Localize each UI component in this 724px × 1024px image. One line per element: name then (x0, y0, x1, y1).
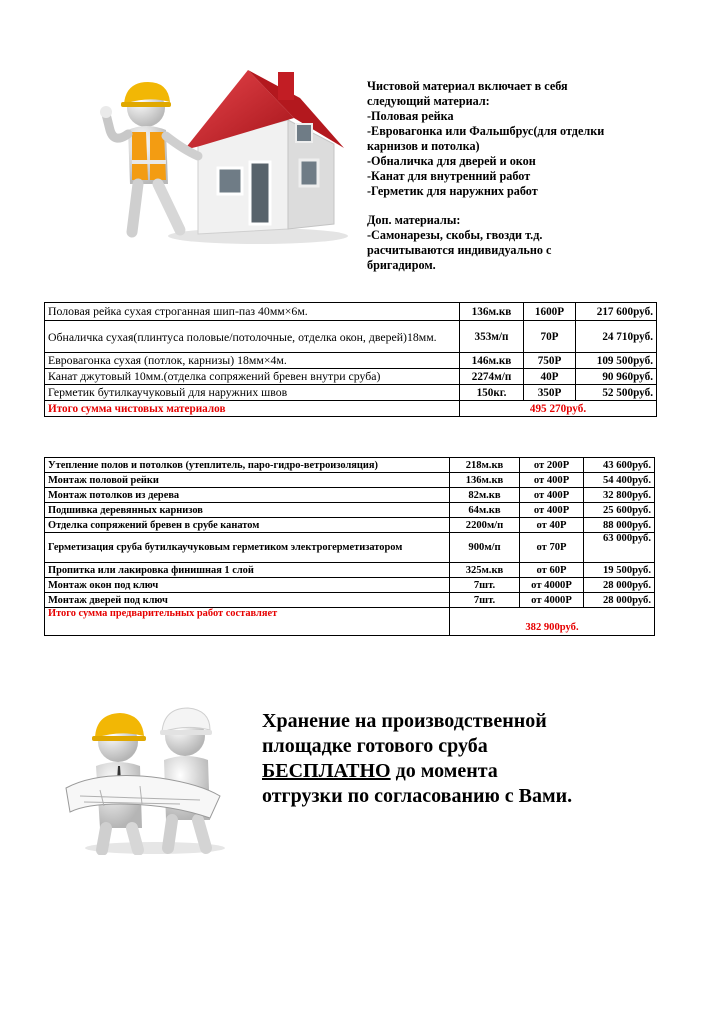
work-qty: 64м.кв (450, 503, 520, 518)
item-sum: 24 710руб. (576, 321, 657, 353)
work-name: Отделка сопряжений бревен в срубе канатом (45, 518, 450, 533)
total-row (45, 608, 655, 636)
work-name: Монтаж потолков из дерева (45, 488, 450, 503)
house-worker-illustration (88, 64, 354, 246)
free-emphasis: БЕСПЛАТНО (262, 760, 391, 782)
extra-line: расчитываются индивидуально с (367, 243, 552, 257)
intro-line: -Канат для внутренний работ (367, 169, 531, 183)
intro-line: -Обналичка для дверей и окон (367, 154, 536, 168)
item-sum: 109 500руб. (576, 353, 657, 369)
item-qty: 150кг. (460, 385, 524, 401)
work-price: от 400Р (520, 488, 584, 503)
item-price: 750Р (524, 353, 576, 369)
item-sum: 52 500руб. (576, 385, 657, 401)
work-sum: 28 000руб. (584, 593, 655, 608)
work-price: от 200Р (520, 458, 584, 473)
extra-line: бригадиром. (367, 258, 436, 272)
intro-line: -Евровагонка или Фальшбрус(для отделки (367, 124, 605, 138)
headline-line: отгрузки по согласованию с Вами. (262, 785, 573, 807)
table-row (45, 385, 657, 401)
total-label: Итого сумма предварительных работ составляет (45, 608, 450, 636)
storage-headline (262, 709, 702, 809)
table-row (45, 563, 655, 578)
item-price: 40Р (524, 369, 576, 385)
work-sum: 88 000руб. (584, 518, 655, 533)
work-sum: 32 800руб. (584, 488, 655, 503)
headline-fragment: до момента (390, 760, 498, 782)
table-row (45, 353, 657, 369)
extra-line: Доп. материалы: (367, 213, 461, 227)
work-qty: 325м.кв (450, 563, 520, 578)
intro-line: -Герметик для наружних работ (367, 184, 538, 198)
item-name: Канат джутовый 10мм.(отделка сопряжений бревен внутри сруба) (45, 369, 460, 385)
work-qty: 7шт. (450, 578, 520, 593)
item-sum: 217 600руб. (576, 303, 657, 321)
work-qty: 7шт. (450, 593, 520, 608)
work-name: Пропитка или лакировка финишная 1 слой (45, 563, 450, 578)
intro-text (367, 79, 667, 273)
work-name: Монтаж половой рейки (45, 473, 450, 488)
work-qty: 2200м/п (450, 518, 520, 533)
intro-line: следующий материал: (367, 94, 490, 108)
work-name: Монтаж окон под ключ (45, 578, 450, 593)
headline-line: площадке готового сруба (262, 735, 488, 757)
work-sum: 19 500руб. (584, 563, 655, 578)
table-row (45, 503, 655, 518)
total-label: Итого сумма чистовых материалов (45, 401, 460, 417)
item-name: Обналичка сухая(плинтуса половые/потолочные, отделка окон, дверей)18мм. (45, 321, 460, 353)
work-price: от 4000Р (520, 578, 584, 593)
total-value: 495 270руб. (460, 401, 657, 417)
work-name: Монтаж дверей под ключ (45, 593, 450, 608)
work-sum: 28 000руб. (584, 578, 655, 593)
intro-line: Чистовой материал включает в себя (367, 79, 568, 93)
table-row (45, 321, 657, 353)
work-qty: 82м.кв (450, 488, 520, 503)
table-row (45, 578, 655, 593)
work-sum: 63 000руб. (584, 533, 655, 563)
intro-line: -Половая рейка (367, 109, 454, 123)
item-price: 350Р (524, 385, 576, 401)
work-name: Подшивка деревянных карнизов (45, 503, 450, 518)
table-row (45, 518, 655, 533)
work-price: от 70Р (520, 533, 584, 563)
work-qty: 900м/п (450, 533, 520, 563)
table-row (45, 458, 655, 473)
table-row (45, 533, 655, 563)
work-price: от 60Р (520, 563, 584, 578)
work-qty: 136м.кв (450, 473, 520, 488)
item-qty: 2274м/п (460, 369, 524, 385)
work-price: от 40Р (520, 518, 584, 533)
work-sum: 54 400руб. (584, 473, 655, 488)
item-sum: 90 960руб. (576, 369, 657, 385)
table-row (45, 488, 655, 503)
works-table (44, 457, 655, 636)
work-sum: 25 600руб. (584, 503, 655, 518)
finish-materials-table (44, 302, 657, 417)
table-row (45, 473, 655, 488)
item-price: 1600Р (524, 303, 576, 321)
work-price: от 400Р (520, 503, 584, 518)
headline-line (262, 759, 702, 784)
headline-line: Хранение на производственной (262, 710, 547, 732)
work-price: от 400Р (520, 473, 584, 488)
work-name: Герметизация сруба бутилкаучуковым герметиком электрогерметизатором (45, 533, 450, 563)
work-sum: 43 600руб. (584, 458, 655, 473)
workers-illustration (60, 700, 240, 855)
work-name: Утепление полов и потолков (утеплитель, паро-гидро-ветроизоляция) (45, 458, 450, 473)
item-name: Герметик бутилкаучуковый для наружних швов (45, 385, 460, 401)
total-row (45, 401, 657, 417)
item-price: 70Р (524, 321, 576, 353)
table-row (45, 303, 657, 321)
work-qty: 218м.кв (450, 458, 520, 473)
item-qty: 353м/п (460, 321, 524, 353)
item-qty: 146м.кв (460, 353, 524, 369)
intro-line: карнизов и потолка) (367, 139, 480, 153)
item-name: Половая рейка сухая строганная шип-паз 40мм×6м. (45, 303, 460, 321)
total-value: 382 900руб. (450, 608, 655, 636)
table-row (45, 593, 655, 608)
table-row (45, 369, 657, 385)
extra-line: -Самонарезы, скобы, гвозди т.д. (367, 228, 543, 242)
work-price: от 4000Р (520, 593, 584, 608)
item-qty: 136м.кв (460, 303, 524, 321)
item-name: Евровагонка сухая (потлок, карнизы) 18мм×4м. (45, 353, 460, 369)
